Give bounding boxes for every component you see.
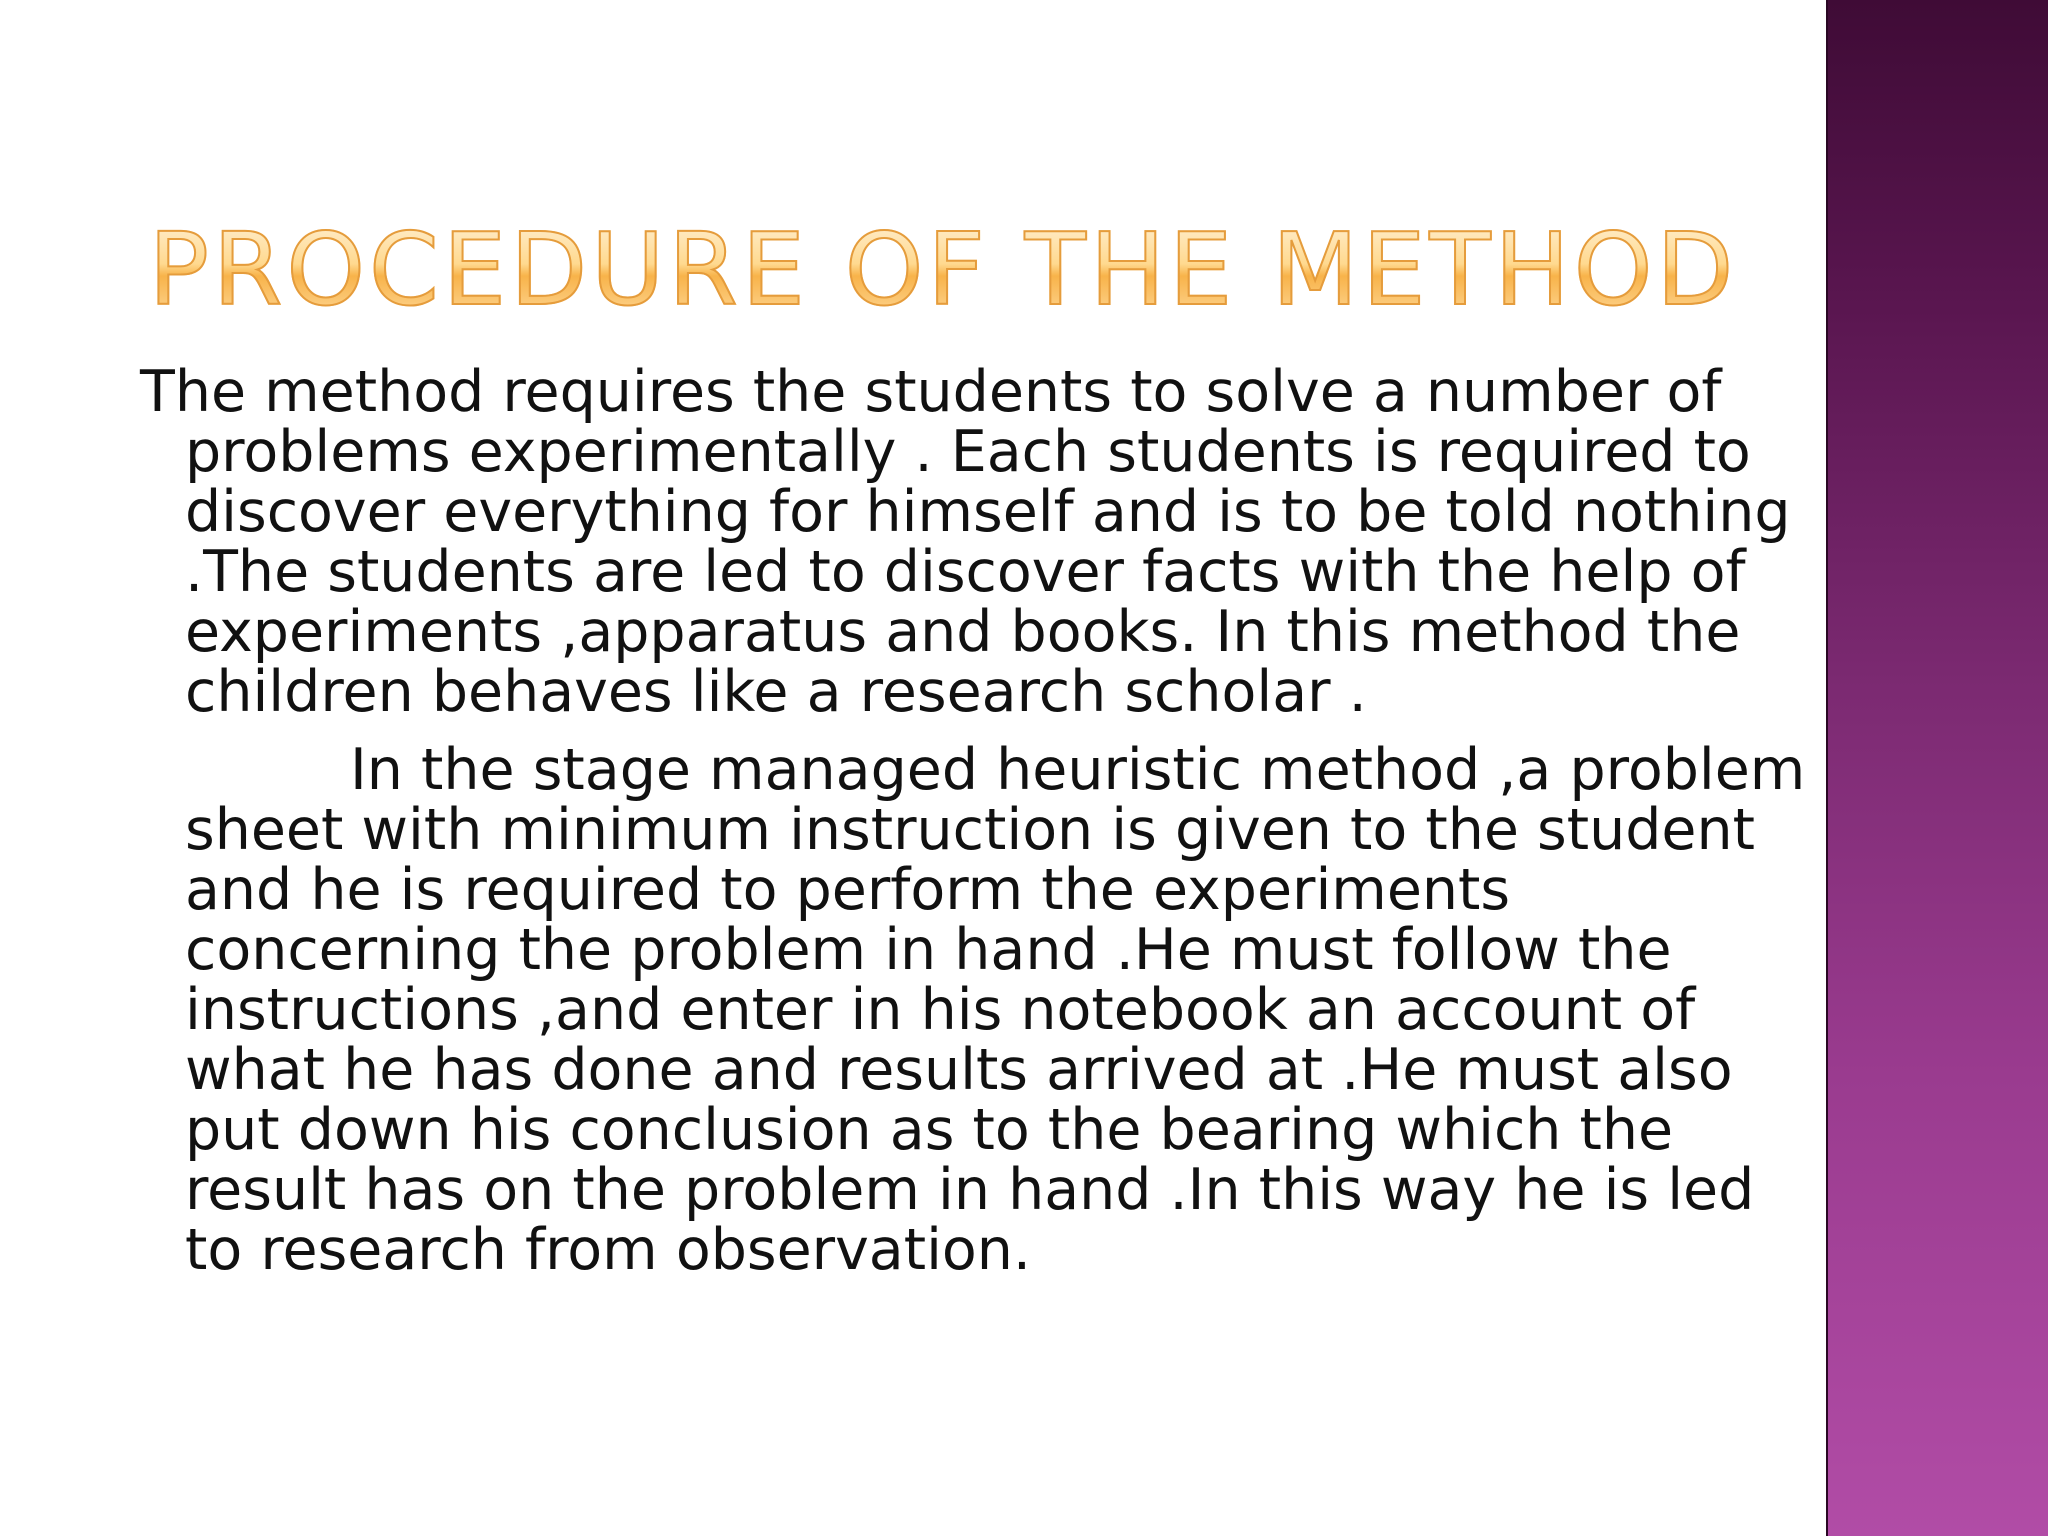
slide-title: PROCEDURE OF THE METHOD — [0, 210, 1886, 330]
paragraph-1: The method requires the students to solve a number of problems experimentally . Each students is required to discover everything for himself and is to be told nothing .The students are led to discover facts with the help of experiments ,apparatus and books. In this method the children behaves like a research scholar . — [140, 359, 1791, 725]
slide-body — [140, 359, 1820, 1298]
paragraph-2: In the stage managed heuristic method ,a problem sheet with minimum instruction is given to the student and he is required to perform the experiments concerning the problem in hand .He must follow the instructions ,and enter in his notebook an account of what he has done and results arrived at .He must also put down his conclusion as to the bearing which the result has on the problem in hand .In this way he is led to research from observation. — [185, 737, 1806, 1283]
decorative-side-band — [1826, 0, 2048, 1536]
